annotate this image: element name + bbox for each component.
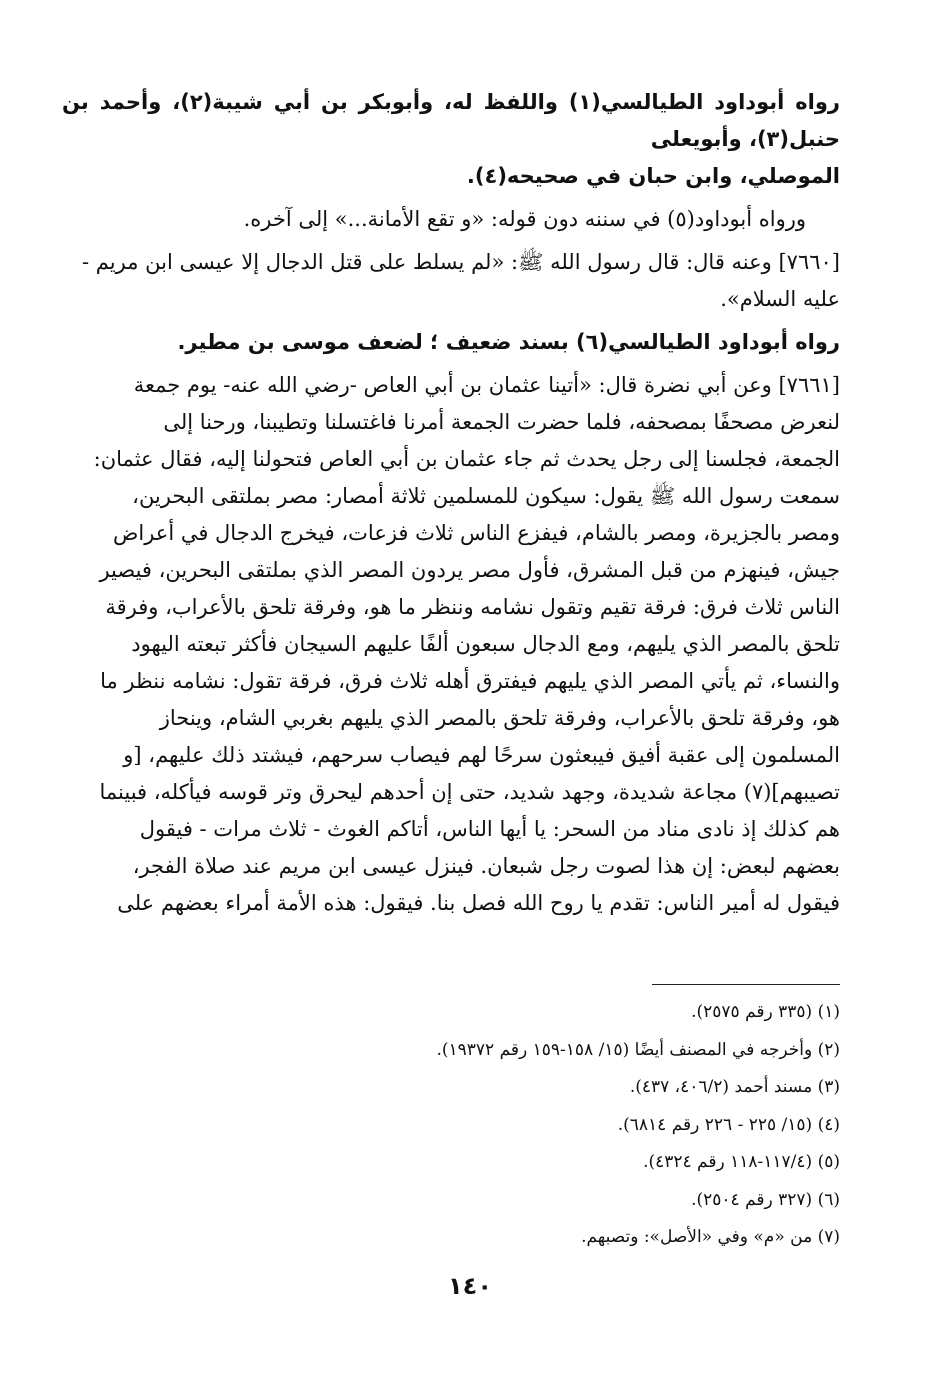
footnote: (١) (٣٣٥ رقم ٢٥٧٥). — [691, 1002, 840, 1022]
page-number: ١٤٠ — [448, 1272, 492, 1300]
footnote: (٢) وأخرجه في المصنف أيضًا (١٥/ ١٥٨-١٥٩ رقم ١٩٣٧٢). — [436, 1039, 840, 1060]
footnote: (٤) (١٥/ ٢٢٥ - ٢٢٦ رقم ٦٨١٤). — [617, 1114, 840, 1135]
main-text — [62, 84, 840, 922]
hadith-text-line: والنساء، ثم يأتي المصر الذي يليهم فيفترق أهله ثلاث فرق، فرقة تقول: نشامه ننظر ما — [100, 669, 840, 693]
hadith-text-line: ومصر بالجزيرة، ومصر بالشام، فيفزع الناس ثلاث فزعات، فيخرج الدجال في أعراض — [112, 521, 840, 545]
footnote-separator — [652, 984, 840, 985]
hadith-text-line: الناس ثلاث فرق: فرقة تقيم وتقول نشامه وننظر ما هو، وفرقة تلحق بالأعراب، وفرقة — [105, 595, 840, 619]
footnote: (٣) مسند أحمد (٤٠٦/٢، ٤٣٧). — [629, 1077, 840, 1097]
hadith-source-line: الموصلي، وابن حبان في صحيحه(٤). — [466, 164, 840, 188]
hadith-text-line: بعضهم لبعض: إن هذا لصوت رجل شبعان. فينزل عيسى ابن مريم عند صلاة الفجر، — [132, 854, 840, 878]
hadith-text-line: لنعرض مصحفًا بمصحفه، فلما حضرت الجمعة أمرنا فاغتسلنا وتطيبنا، ورحنا إلى — [163, 410, 840, 434]
footnote: (٥) (١١٧/٤-١١٨ رقم ٤٣٢٤). — [643, 1152, 840, 1172]
hadith-text-line: تصيبهم](٧) مجاعة شديدة، وجهد شديد، حتى إن أحدهم ليحرق وتر قوسه فيأكله، فبينما — [99, 780, 840, 804]
hadith-text-line: الجمعة، فجلسنا إلى رجل يحدث ثم جاء عثمان بن أبي العاص فتحولنا إليه، فقال عثمان: — [93, 447, 840, 471]
hadith-text-line: جيش، فينهزم من قبل المشرق، فأول مصر يردون المصر الذي بملتقى البحرين، فيصير — [99, 558, 840, 582]
footnote: (٧) من «م» وفي «الأصل»: وتصبهم. — [581, 1227, 840, 1247]
hadith-text-line: فيقول له أمير الناس: تقدم يا روح الله فصل بنا. فيقول: هذه الأمة أمراء بعضهم على — [117, 891, 840, 915]
hadith-text-line: [٧٦٦١] وعن أبي نضرة قال: «أتينا عثمان بن أبي العاص -رضي الله عنه- يوم جمعة — [133, 373, 840, 397]
narration-note: ورواه أبوداود(٥) في سننه دون قوله: «و تقع الأمانة...» إلى آخره. — [243, 207, 806, 231]
hadith-text-line: سمعت رسول الله ﷺ يقول: سيكون للمسلمين ثلاثة أمصار: مصر بملتقى البحرين، — [132, 484, 840, 508]
hadith-text-line: [٧٦٦٠] وعنه قال: قال رسول الله ﷺ: «لم يسلط على قتل الدجال إلا عيسى ابن مريم - — [82, 250, 840, 274]
footnotes — [62, 994, 840, 1257]
hadith-source-line: رواه أبوداود الطيالسي(١) واللفظ له، وأبوبكر بن أبي شيبة(٢)، وأحمد بن حنبل(٣)، وأبويعلى — [62, 90, 840, 151]
hadith-grading: رواه أبوداود الطيالسي(٦) بسند ضعيف ؛ لضعف موسى بن مطير. — [177, 330, 840, 354]
hadith-text-line: تلحق بالمصر الذي يليهم، ومع الدجال سبعون ألفًا عليهم السيجان فأكثر تبعته اليهود — [131, 632, 840, 656]
hadith-text-line: هم كذلك إذ نادى مناد من السحر: يا أيها الناس، أتاكم الغوث - ثلاث مرات - فيقول — [139, 817, 840, 841]
footnote: (٦) (٣٢٧ رقم ٢٥٠٤). — [691, 1189, 840, 1210]
hadith-text-line: عليه السلام». — [720, 287, 840, 311]
hadith-text-line: المسلمون إلى عقبة أفيق فيبعثون سرحًا لهم فيصاب سرحهم، فيشتد ذلك عليهم، [و — [123, 743, 840, 767]
hadith-text-line: هو، وفرقة تلحق بالأعراب، وفرقة تلحق بالمصر الذي يليهم بغربي الشام، وينحاز — [159, 706, 840, 730]
